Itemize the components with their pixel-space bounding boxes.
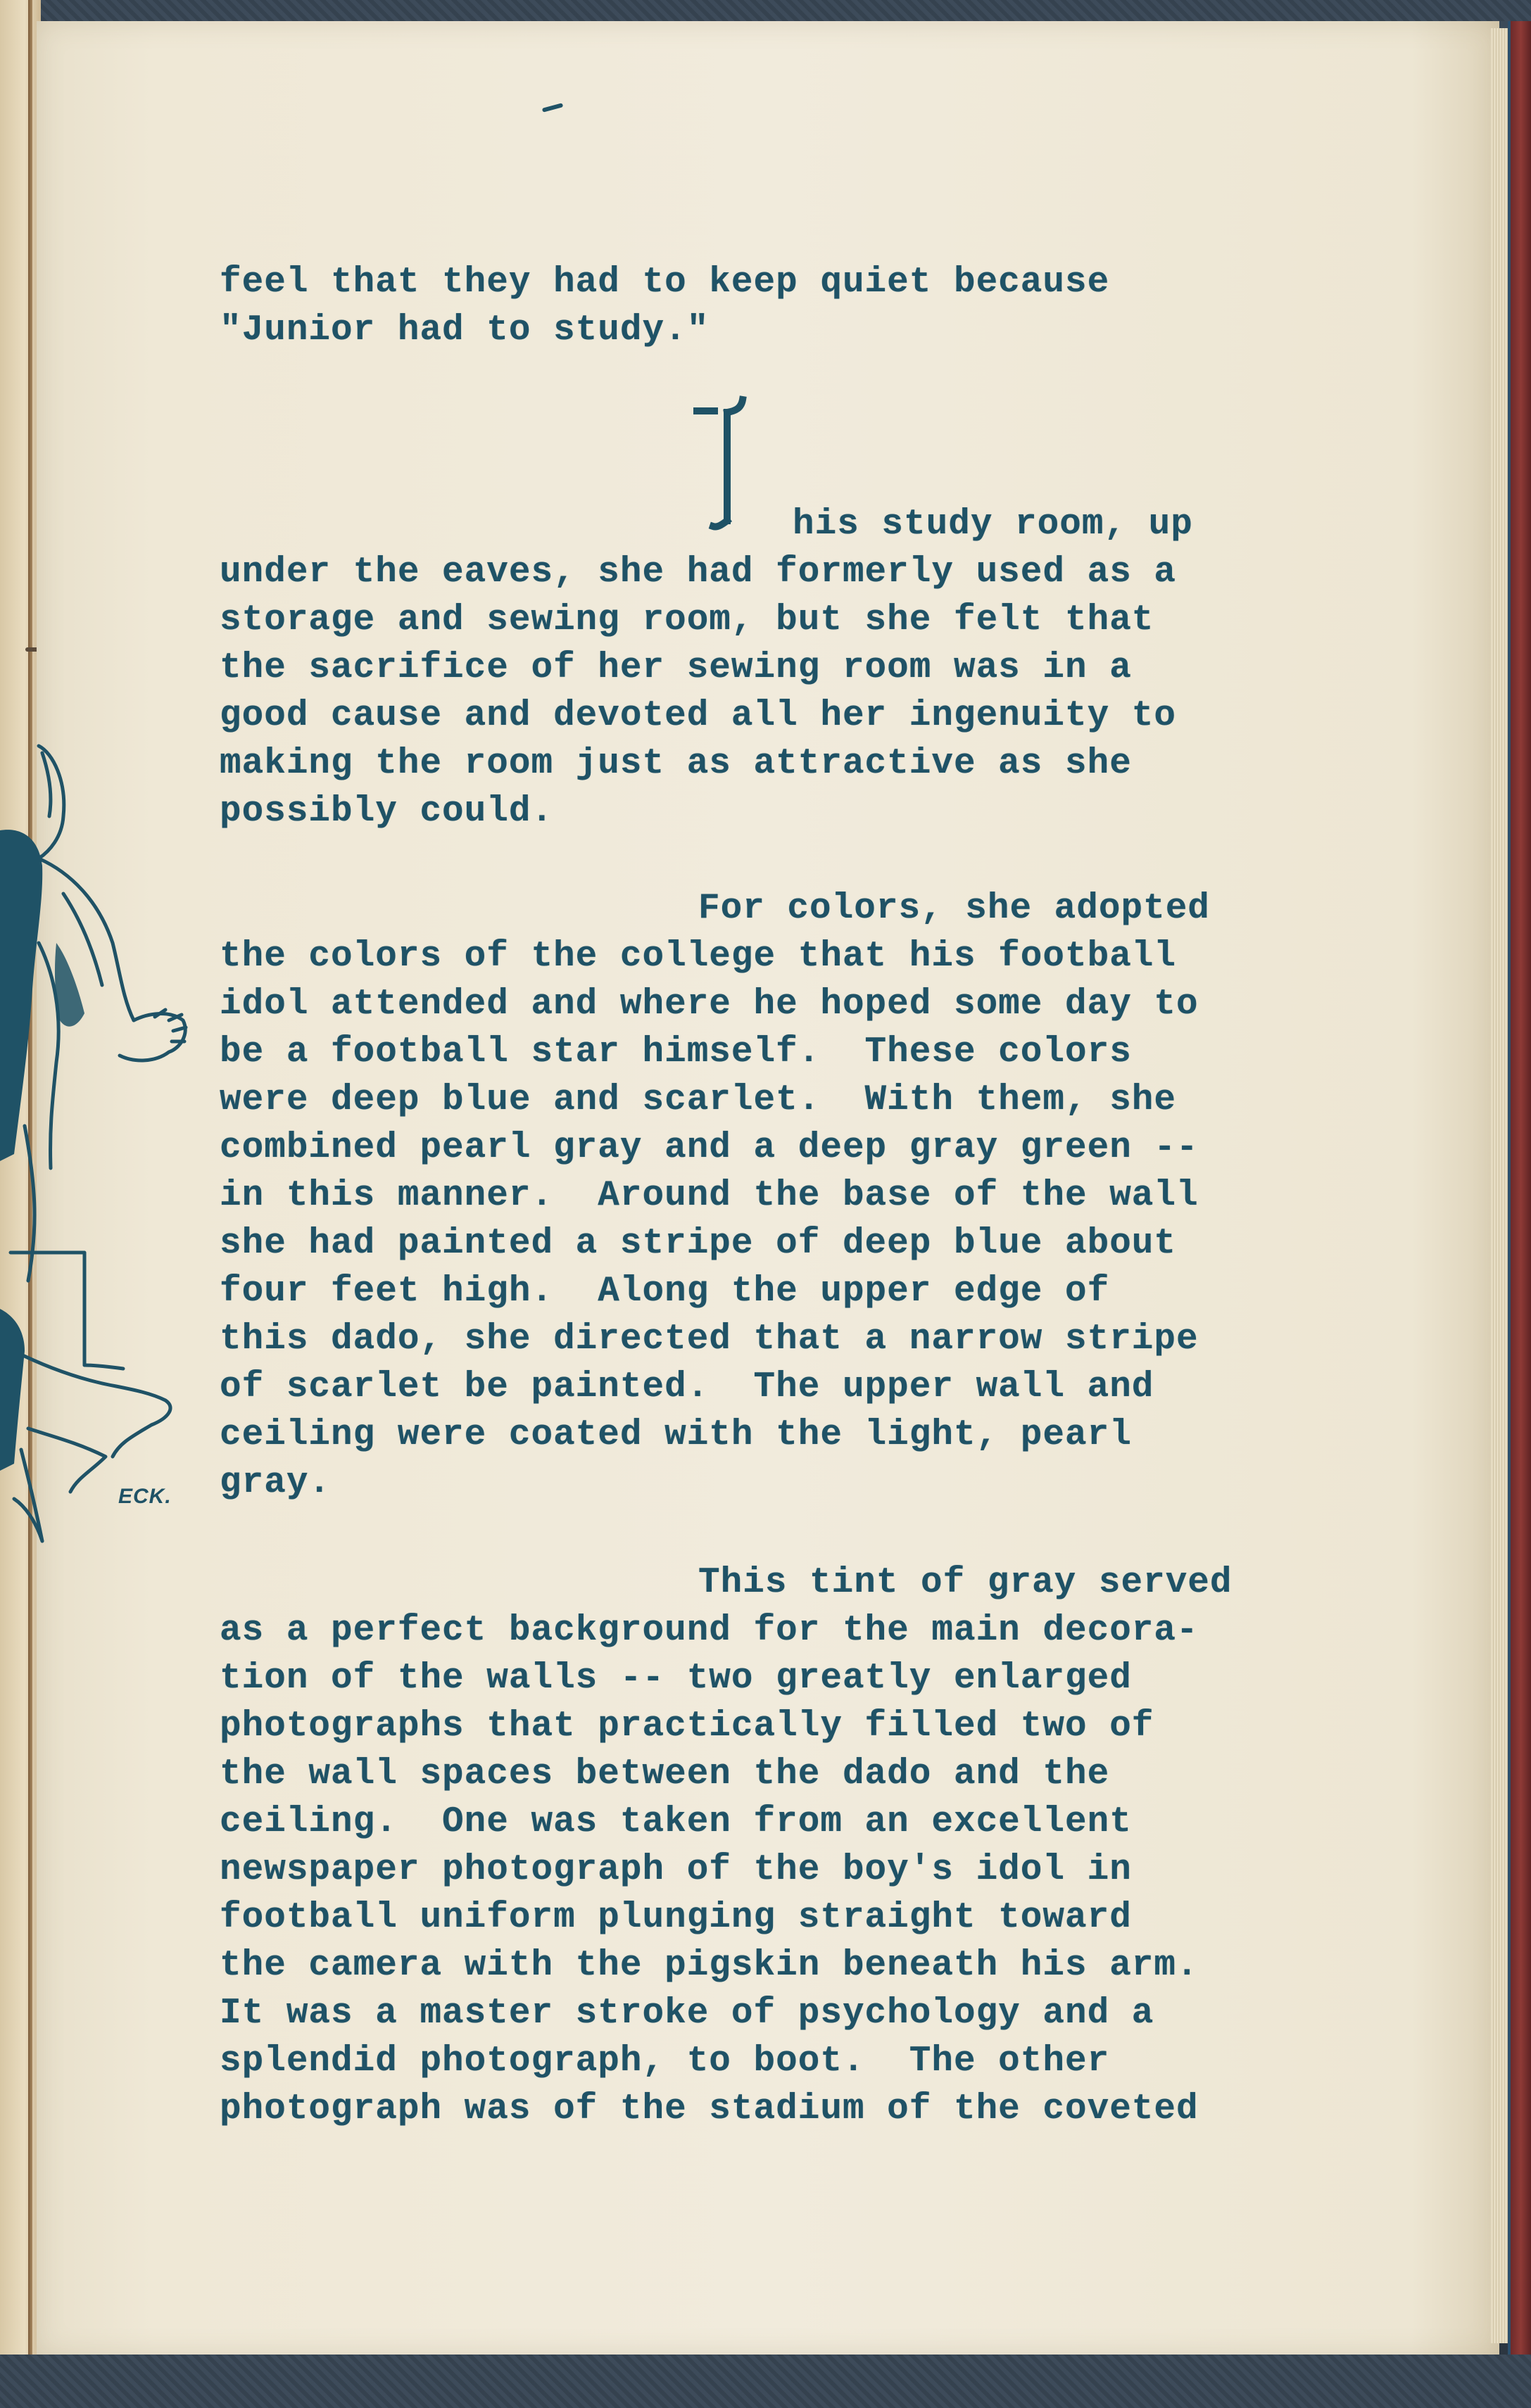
text-line: in this manner. Around the base of the wall: [220, 1176, 1199, 1216]
text-line: It was a master stroke of psychology and a: [220, 1994, 1154, 2034]
text-line: "Junior had to study.": [220, 310, 710, 350]
right-cover-blue-edge: [1508, 21, 1511, 2364]
text-line: possibly could.: [220, 792, 554, 832]
text-line: she had painted a stripe of deep blue about: [220, 1224, 1177, 1264]
text-line: gray.: [220, 1463, 332, 1503]
text-line: football uniform plunging straight toward: [220, 1898, 1132, 1938]
text-line: ceiling. One was taken from an excellent: [220, 1802, 1132, 1842]
paragraph-3: [220, 885, 1210, 1507]
right-cover-edge: [1511, 21, 1531, 2364]
text-line: this dado, she directed that a narrow stripe: [220, 1319, 1199, 1360]
text-line: be a football star himself. These colors: [220, 1032, 1132, 1072]
cover-cloth-top: [0, 0, 1531, 21]
text-line: as a perfect background for the main decora-: [220, 1611, 1199, 1651]
football-player-drawing: [0, 732, 204, 1562]
text-line: idol attended and where he hoped some day to: [220, 984, 1199, 1025]
text-line: the colors of the college that his football: [220, 937, 1177, 977]
text-line: the camera with the pigskin beneath his arm.: [220, 1946, 1199, 1986]
paragraph-4: [220, 1559, 1233, 2134]
text-line: of scarlet be painted. The upper wall and: [220, 1367, 1154, 1407]
text-line-first: This tint of gray served: [698, 1563, 1233, 1603]
text-line: were deep blue and scarlet. With them, she: [220, 1080, 1177, 1120]
text-line-first: For colors, she adopted: [698, 889, 1210, 929]
text-line-first: his study room, up: [793, 505, 1193, 545]
text-line: newspaper photograph of the boy's idol in: [220, 1850, 1132, 1890]
text-line: the sacrifice of her sewing room was in a: [220, 648, 1132, 688]
text-line: feel that they had to keep quiet because: [220, 262, 1110, 303]
text-line: combined pearl gray and a deep gray green --: [220, 1128, 1199, 1168]
cover-cloth-bottom: [0, 2355, 1531, 2408]
text-line: the wall spaces between the dado and the: [220, 1754, 1110, 1794]
text-line: splendid photograph, to boot. The other: [220, 2041, 1110, 2081]
text-line: under the eaves, she had formerly used as a: [220, 552, 1177, 593]
text-line: tion of the walls -- two greatly enlarged: [220, 1659, 1132, 1699]
text-line: photograph was of the stadium of the coveted: [220, 2089, 1199, 2129]
text-line: photographs that practically filled two of: [220, 1706, 1154, 1747]
text-line: good cause and devoted all her ingenuity to: [220, 696, 1177, 736]
paragraph-2: [220, 501, 1193, 836]
text-line: storage and sewing room, but she felt that: [220, 600, 1154, 640]
paragraph-1: [220, 259, 1109, 355]
text-line: four feet high. Along the upper edge of: [220, 1272, 1110, 1312]
text-line: making the room just as attractive as she: [220, 744, 1132, 784]
illustrator-signature: ECK.: [118, 1485, 172, 1508]
text-line: ceiling were coated with the light, pearl: [220, 1415, 1132, 1455]
